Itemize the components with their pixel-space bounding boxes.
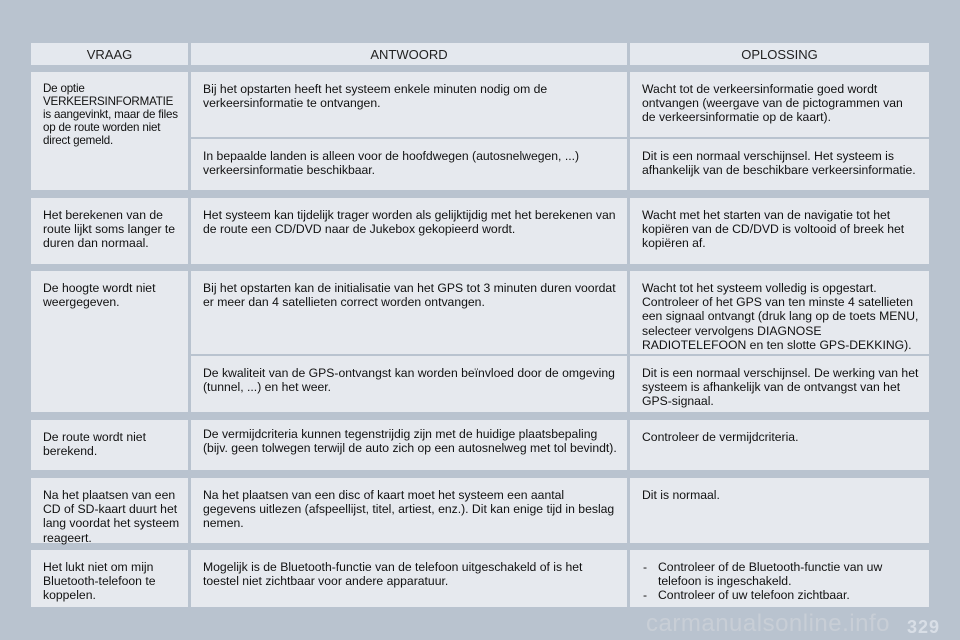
header-answer: ANTWOORD <box>191 43 627 65</box>
list-item: - Controleer of de Bluetooth-functie van uw telefoon is ingeschakeld. <box>642 560 919 588</box>
solution-cell: Wacht met het starten van de navigatie tot het kopiëren van de CD/DVD is voltooid of breek het kopiëren af. <box>630 198 929 264</box>
answer-cell: De kwaliteit van de GPS-ontvangst kan worden beïnvloed door de omgeving (tunnel, ...) en het weer. <box>191 356 627 412</box>
solution-cell: Controleer de vermijdcriteria. <box>630 420 929 470</box>
header-solution: OPLOSSING <box>630 43 929 65</box>
header-question: VRAAG <box>31 43 188 65</box>
watermark: carmanualsonline.info <box>646 610 890 637</box>
answer-cell: Bij het opstarten heeft het systeem enkele minuten nodig om de verkeersinformatie te ontvangen. <box>191 72 627 137</box>
question-cell: De optie VERKEERSINFORMATIE is aangevinkt, maar de files op de route worden niet direct gemeld. <box>31 72 188 190</box>
question-cell: De hoogte wordt niet weergegeven. <box>31 271 188 412</box>
solution-cell: Dit is normaal. <box>630 478 929 543</box>
answer-cell: Mogelijk is de Bluetooth-functie van de telefoon uitgeschakeld of is het toestel niet zichtbaar voor andere apparatuur. <box>191 550 627 607</box>
solution-cell: Wacht tot de verkeersinformatie goed wordt ontvangen (weergave van de pictogrammen van de verkeersinformatie op de kaart). <box>630 72 929 137</box>
answer-cell: In bepaalde landen is alleen voor de hoofdwegen (autosnelwegen, ...) verkeersinformatie beschikbaar. <box>191 139 627 190</box>
page-number: 329 <box>906 617 940 637</box>
solution-cell <box>630 550 929 607</box>
solution-cell: Dit is een normaal verschijnsel. Het systeem is afhankelijk van de beschikbare verkeersinformatie. <box>630 139 929 190</box>
question-cell: Het berekenen van de route lijkt soms langer te duren dan normaal. <box>31 198 188 264</box>
question-cell: De route wordt niet berekend. <box>31 420 188 470</box>
question-cell: Het lukt niet om mijn Bluetooth-telefoon te koppelen. <box>31 550 188 607</box>
question-cell: Na het plaatsen van een CD of SD-kaart duurt het lang voordat het systeem reageert. <box>31 478 188 543</box>
answer-cell: Het systeem kan tijdelijk trager worden als gelijktijdig met het berekenen van de route een CD/DVD naar de Jukebox gekopieerd wordt. <box>191 198 627 264</box>
list-item: - Controleer of uw telefoon zichtbaar. <box>642 588 919 602</box>
solution-cell: Wacht tot het systeem volledig is opgestart. Controleer of het GPS van ten minste 4 satellieten een signaal ontvangt (druk lang op de toets MENU, selecteer vervolgens DIAGNOSE RADIOTELEFOON en ten slotte GPS-DEKKING). <box>630 271 929 354</box>
answer-cell: Bij het opstarten kan de initialisatie van het GPS tot 3 minuten duren voordat er meer dan 4 satellieten correct worden ontvangen. <box>191 271 627 354</box>
answer-cell: De vermijdcriteria kunnen tegenstrijdig zijn met de huidige plaatsbepaling (bijv. geen tolwegen terwijl de auto zich op een autosnelweg met tol bevindt). <box>191 420 627 470</box>
solution-list <box>642 560 919 603</box>
solution-cell: Dit is een normaal verschijnsel. De werking van het systeem is afhankelijk van de ontvangst van het GPS-signaal. <box>630 356 929 412</box>
answer-cell: Na het plaatsen van een disc of kaart moet het systeem een aantal gegevens uitlezen (afspeellijst, titel, artiest, enz.). Dit kan enige tijd in beslag nemen. <box>191 478 627 543</box>
